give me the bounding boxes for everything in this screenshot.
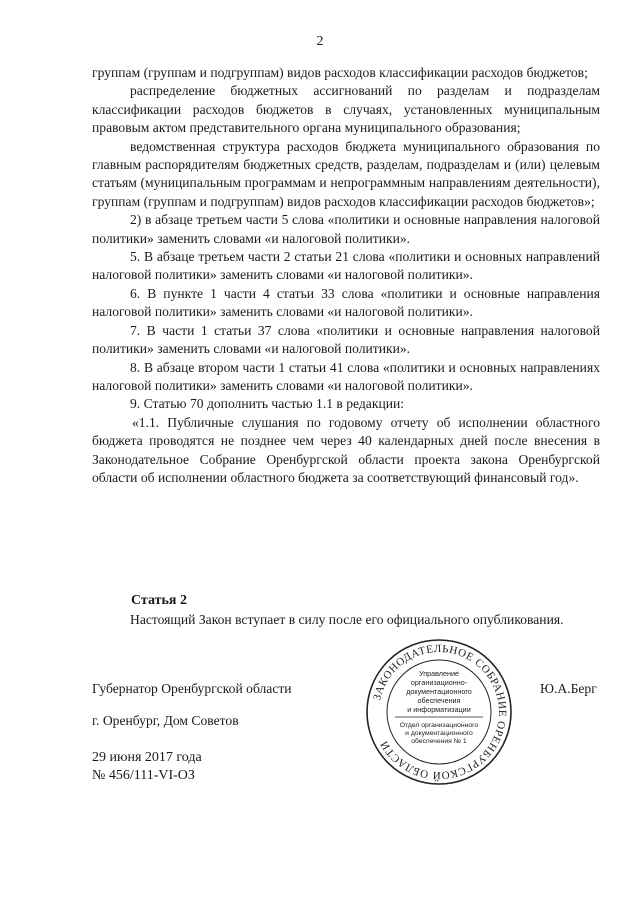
official-seal bbox=[365, 638, 513, 786]
seal-center-line: организационно- bbox=[410, 678, 468, 687]
paragraph: распределение бюджетных ассигнований по разделам и подразделам классификации расходов бюджетов в случаях, установленных муниципальным правовым актом представительного органа муниципального образования; bbox=[92, 83, 600, 136]
seal-center-line: обеспечения bbox=[417, 696, 461, 705]
seal-bottom-line: и документационного bbox=[405, 730, 473, 737]
article-text: Настоящий Закон вступает в силу после его официального опубликования. bbox=[130, 612, 564, 627]
paragraph: группам (группам и подгруппам) видов расходов классификации расходов бюджетов; bbox=[92, 65, 588, 80]
paragraph: 2) в абзаце третьем части 5 слова «политики и основные направления налоговой политики» заменить словами «и налоговой политики». bbox=[92, 212, 600, 246]
seal-center-line: Управление bbox=[419, 669, 459, 678]
paragraph: 9. Статью 70 дополнить частью 1.1 в редакции: bbox=[130, 396, 405, 412]
seal-center-line: документационного bbox=[406, 687, 472, 696]
law-number: № 456/111-VI-ОЗ bbox=[92, 768, 195, 783]
signing-date: 29 июня 2017 года bbox=[92, 750, 202, 765]
page-number: 2 bbox=[316, 34, 324, 49]
paragraph: 5. В абзаце третьем части 2 статьи 21 слова «политики и основных направлений налоговой политики» заменить словами «и налоговой политики». bbox=[92, 249, 600, 283]
signing-place: г. Оренбург, Дом Советов bbox=[92, 713, 239, 728]
seal-center-line: и информатизации bbox=[407, 705, 471, 714]
document-body bbox=[92, 64, 600, 487]
paragraph: ведомственная структура расходов бюджета муниципального образования по главным распорядителям бюджетных средств, разделам, подразделам и (или) целевым статьям (муниципальным программам и непрограммным направлениям деятельности), группам (группам и подгруппам) видов расходов классификации расходов бюджетов»; bbox=[92, 138, 600, 209]
seal-ring-text: ЗАКОНОДАТЕЛЬНОЕ СОБРАНИЕ ОРЕНБУРГСКОЙ ОБЛАСТИ bbox=[371, 642, 509, 782]
governor-title: Губернатор Оренбургской области bbox=[92, 681, 292, 696]
paragraph: 8. В абзаце втором части 1 статьи 41 слова «политики и основных направлениях налоговой политики» заменить словами «и налоговой политики». bbox=[92, 359, 600, 393]
seal-bottom-line: обеспечения № 1 bbox=[411, 738, 467, 745]
seal-bottom-line: Отдел организационного bbox=[399, 722, 479, 729]
quoted-paragraph: «1.1. Публичные слушания по годовому отчету об исполнении областного бюджета проводятся не позднее чем через 40 календарных дней после внесения в Законодательное Собрание Оренбургской области проекта закона Оренбургской области об исполнении областного бюджета за соответствующий финансовый год». bbox=[92, 414, 600, 485]
paragraph: 7. В части 1 статьи 37 слова «политики и основные направления налоговой политики» заменить словами «и налоговой политики». bbox=[92, 322, 600, 357]
paragraph: 6. В пункте 1 части 4 статьи 33 слова «политики и основные направления налоговой политики» заменить словами «и налоговой политики». bbox=[92, 285, 600, 320]
signer-name: Ю.А.Берг bbox=[540, 681, 597, 696]
article-title: Статья 2 bbox=[131, 593, 187, 608]
